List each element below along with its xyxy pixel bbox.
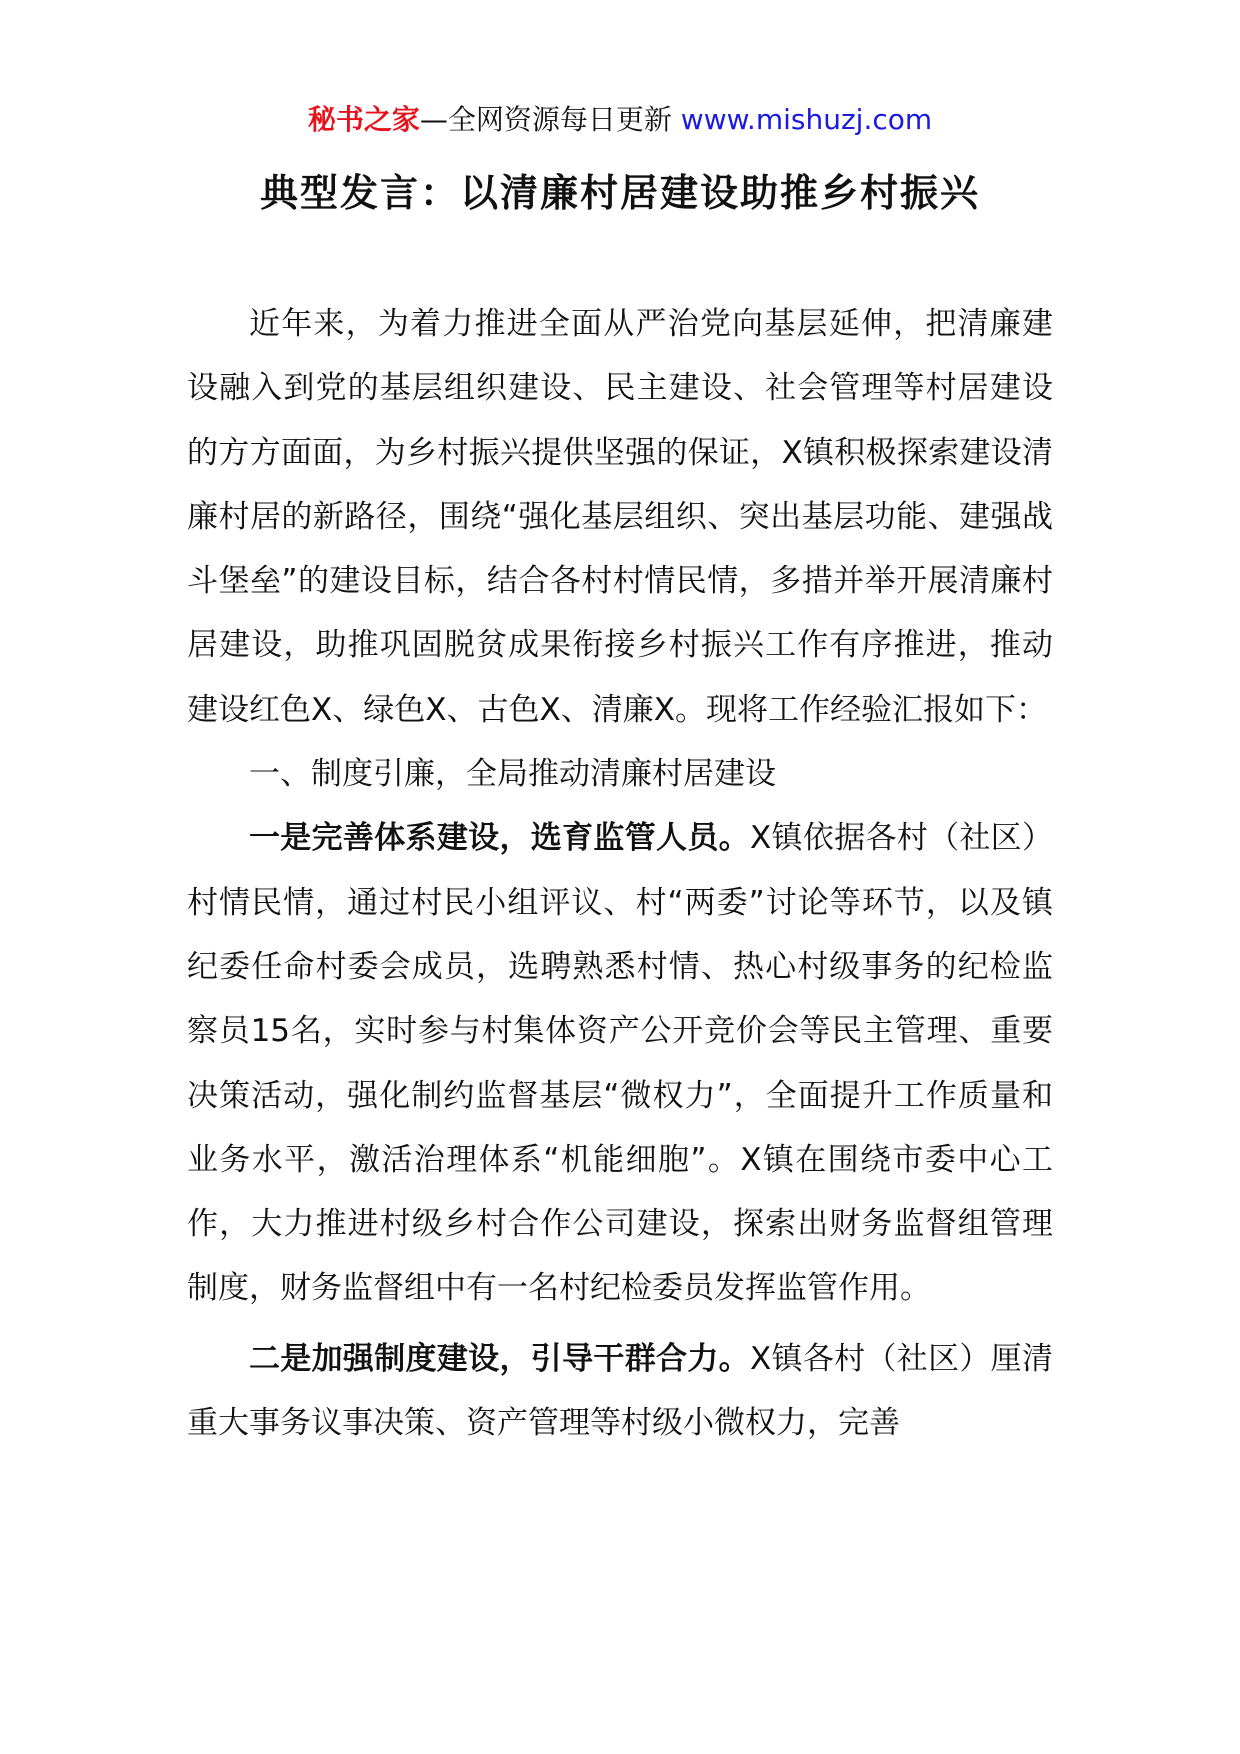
point-one-lead: 一是完善体系建设，选育监管人员。 [249, 820, 750, 857]
point-two-paragraph [187, 1327, 1053, 1456]
brand-name: 秘书之家 [307, 103, 420, 136]
point-one-body: X镇依据各村（社区）村情民情，通过村民小组评议、村“两委”讨论等环节，以及镇纪委任命村委会成员，选聘熟悉村情、热心村级事务的纪检监察员15名，实时参与村集体资产公开竞价会等民主管理、重要决策活动，强化制约监督基层“微权力”，全面提升工作质量和业务水平，激活治理体系“机能细胞”。X镇在围绕市委中心工作，大力推进村级乡村合作公司建设，探索出财务监督组管理制度，财务监督组中有一名村纪检委员发挥监管作用。 [187, 820, 1053, 1307]
point-one-paragraph [187, 806, 1053, 1320]
intro-paragraph: 近年来，为着力推进全面从严治党向基层延伸，把清廉建设融入到党的基层组织建设、民主建设、社会管理等村居建设的方方面面，为乡村振兴提供坚强的保证，X镇积极探索建设清廉村居的新路径，围绕“强化基层组织、突出基层功能、建强战斗堡垒”的建设目标，结合各村村情民情，多措并举开展清廉村居建设，助推巩固脱贫成果衔接乡村振兴工作有序推进，推动建设红色X、绿色X、古色X、清廉X。现将工作经验汇报如下： [187, 306, 1053, 728]
point-two-body: X镇各村（社区）厘清重大事务议事决策、资产管理等村级小微权力，完善 [187, 1340, 1053, 1442]
document-title: 典型发言：以清廉村居建设助推乡村振兴 [259, 171, 980, 215]
site-banner [0, 100, 1240, 140]
point-two-lead: 二是加强制度建设，引导干群合力。 [249, 1340, 750, 1377]
section-heading: 一、制度引廉，全局推动清廉村居建设 [249, 756, 776, 793]
document-body [187, 292, 1053, 1455]
site-url-link[interactable]: www.mishuzj.com [680, 103, 933, 136]
banner-tagline: —全网资源每日更新 [419, 103, 672, 136]
